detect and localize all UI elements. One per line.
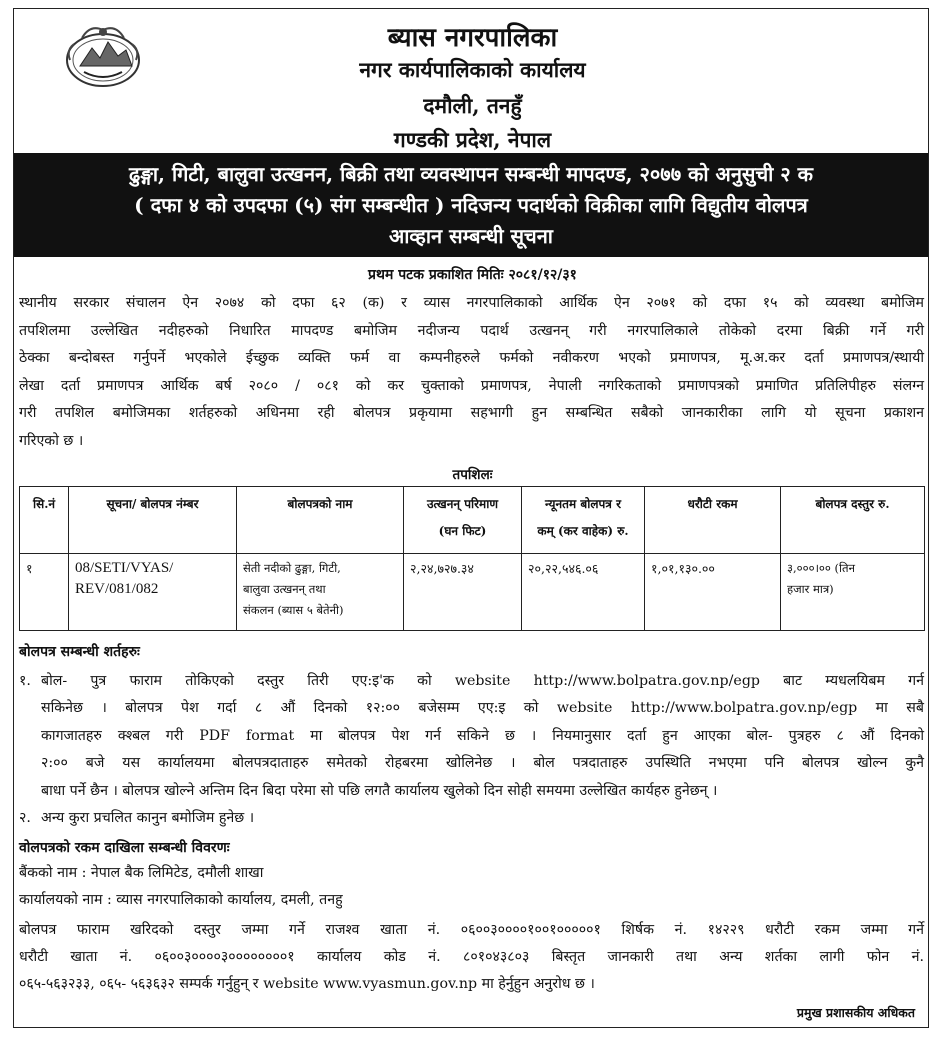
intro-line: लेखा दर्ता प्रमाणपत्र आर्थिक बर्ष २०८० / ०८१ को कर चुक्ताको प्रमाणपत्र, नेपाली नगरिकताको प्रमाणपत्रको प्रमाणित प्रतिलिपीहरु संलग्न	[19, 377, 924, 394]
intro-line: स्थानीय सरकार संचालन ऐन २०७४ को दफा ६२ (क) र व्यास नगरपालिकाको आर्थिक ऐन २०७१ को दफा १५ को व्यवस्था बमोजिम	[19, 295, 924, 311]
item-line: सकिनेछ । बोलपत्र पेश गर्दा ८ औं दिनको १२:०० बजेसम्म एए:इ को website http://www.bolpatra.gov.np/egp मा सबै	[41, 700, 924, 717]
notice-l1: 08/SETI/VYAS/	[75, 560, 174, 577]
banner-line-2: ( दफा ४ को उपदफा (५) संग सम्बन्धीत ) नदिजन्य पदार्थको विक्रीका लागि विद्युतीय वोलपत्र	[134, 193, 808, 217]
header-sn: सि.नं	[20, 487, 69, 554]
municipality-name: ब्यास नगरपालिका	[387, 23, 558, 53]
cell-sn: १	[20, 554, 69, 631]
banner-line-3: आव्हान सम्बन्धी सूचना	[388, 224, 553, 248]
bank-name: बैंकको नाम : नेपाल बैक लिमिटेड, दमौली शाखा	[19, 865, 264, 881]
tender-table	[19, 486, 925, 631]
notice-l2: REV/081/082	[75, 581, 159, 598]
name-l3: संकलन (ब्यास ५ बेतेनी)	[243, 603, 344, 618]
notice-title-banner	[14, 153, 928, 257]
banner-line-1: ढुङ्गा, गिटी, बालुवा उत्खनन, बिक्री तथा व्यवस्थापन सम्बन्धी मापदण्ड, २०७७ को अनुसुची २ क	[128, 162, 814, 186]
table-header-row	[20, 487, 925, 554]
item-line: बाधा पर्ने छैन । बोलपत्र खोल्ने अन्तिम दिन बिदा परेमा सो पछि लगतै कार्यालय खुलेको दिन सोही समयमा उल्लेखित कार्यहरु हुनेछन् ।	[41, 782, 718, 799]
deposit-line: धरौटी खाता नं. ०६००३००००३००००००००१ कार्यालय कोड नं. ८०१०४३८०३ बिस्तृत जानकारी तथा अन्य शर्तका लागी फोन नं.	[19, 949, 924, 966]
header-min-amount	[522, 487, 645, 554]
header-notice-number: सूचना/ बोलपत्र नंम्बर	[69, 487, 237, 554]
header-quantity-l2: (घन फिट)	[438, 524, 487, 538]
publication-date: प्रथम पटक प्रकाशित मितिः २०८१/१२/३१	[368, 267, 577, 283]
signature-title: प्रमुख प्रशासकीय अधिकत	[796, 1005, 915, 1020]
header-fee: बोलपत्र दस्तुर रु.	[781, 487, 925, 554]
table-row	[20, 554, 925, 631]
office-name: नगर कार्यपालिकाको कार्यालय	[359, 57, 586, 82]
intro-line: ठेक्का बन्दोबस्त गर्नुपर्ने भएकोले ईच्छुक व्यक्ति फर्म वा कम्पनीहरुले फर्मको नवीकरण भएको प्रमाणपत्र, मू.अ.कर दर्ता प्रमाणपत्र/स्थायी	[19, 350, 924, 366]
cell-min-amount: २०,२२,५४६.०६	[522, 554, 645, 631]
list-item	[19, 668, 924, 805]
item-number: १.	[19, 673, 31, 689]
cell-deposit: १,०१,१३०.००	[645, 554, 781, 631]
header-quantity-l1: उत्खनन् परिमाण	[426, 497, 499, 511]
intro-line: गरी तपशिल बमोजिमका शर्तहरुको अधिनमा रही बोलपत्र प्रकृयामा सहभागी हुन सम्बन्धित सबैको जानकारीका लागि यो सूचना प्रकाशन	[19, 405, 924, 421]
item-line: बोल- पुत्र फाराम तोकिएको दस्तुर तिरी एए:इ'क को website http://www.bolpatra.gov.np/egp बाट म्यधलयिबम गर्न	[41, 673, 924, 689]
header-quantity	[404, 487, 522, 554]
fee-l1: ३,०००।०० (तिन	[787, 561, 855, 576]
deposit-title: वोलपत्रको रकम दाखिला सम्बन्धी विवरणः	[19, 840, 230, 856]
deposit-paragraph	[19, 917, 924, 999]
terms-title: बोलपत्र सम्बन्धी शर्तहरुः	[19, 644, 140, 660]
header-min-l1: न्यूनतम बोलपत्र र	[545, 497, 621, 511]
fee-l2: हजार मात्र)	[787, 582, 834, 597]
item-text: अन्य कुरा प्रचलित कानुन बमोजिम हुनेछ ।	[41, 810, 255, 827]
cell-tender-name	[237, 554, 404, 631]
intro-line: गरिएको छ ।	[19, 432, 84, 449]
item-line: २:०० बजे यस कार्यालयमा बोलपत्रदाताहरु समेतको रोहबरमा खोलिनेछ । बोल पत्रदाताहरु उपस्थिति नभएमा पनि बोलपत्र खोल्न कुनै	[41, 755, 924, 772]
item-line: कागजातहरु क्श्बल गरी PDF format मा बोलपत्र पेश गर्न सकिने छ । नियमानुसार दर्ता हुन आएका बोल- पुत्रहरु ८ औं दिनको	[41, 727, 924, 744]
header-min-l2: कम् (कर वाहेक) रु.	[537, 524, 629, 538]
name-l1: सेती नदीको ढुङ्गा, गिटी,	[243, 561, 341, 576]
office-location: दमौली, तनहुँ	[423, 93, 522, 118]
office-name-line: कार्यालयको नाम : व्यास नगरपालिकाको कार्यालय, दमली, तनहु	[19, 892, 343, 908]
province-country: गण्डकी प्रदेश, नेपाल	[393, 127, 552, 152]
deposit-line: ०६५-५६३२३३, ०६५- ५६३६३२ सम्पर्क गर्नुहुन् र website www.vyasmun.gov.np मा हेर्नुहुन अनुरोध छ ।	[19, 976, 595, 993]
deposit-line: बोलपत्र फाराम खरिदको दस्तुर जम्मा गर्ने राजश्व खाता नं. ०६००३००००१००१०००००१ शिर्षक नं. १४२२९ धरौटी रकम जम्मा गर्ने	[19, 922, 924, 938]
header-deposit: धरौटी रकम	[645, 487, 781, 554]
intro-line: तपशिलमा उल्लेखित नदीहरुको निधारित मापदण्ड बमोजिम नदीजन्य पदार्थ उत्खनन् गरी नगरपालिकाले तोकेको दरमा बिक्री गर्ने गरी	[19, 322, 924, 339]
terms-list	[19, 668, 924, 832]
cell-quantity: २,२४,७२७.३४	[404, 554, 522, 631]
list-item	[19, 805, 924, 832]
intro-paragraph	[19, 290, 924, 455]
cell-notice-number	[69, 554, 237, 631]
table-title: तपशिलः	[452, 467, 493, 483]
item-number: २.	[19, 810, 31, 827]
name-l2: बालुवा उत्खनन् तथा	[243, 582, 326, 597]
item-text	[41, 668, 924, 805]
header-tender-name: बोलपत्रको नाम	[237, 487, 404, 554]
cell-fee	[781, 554, 925, 631]
